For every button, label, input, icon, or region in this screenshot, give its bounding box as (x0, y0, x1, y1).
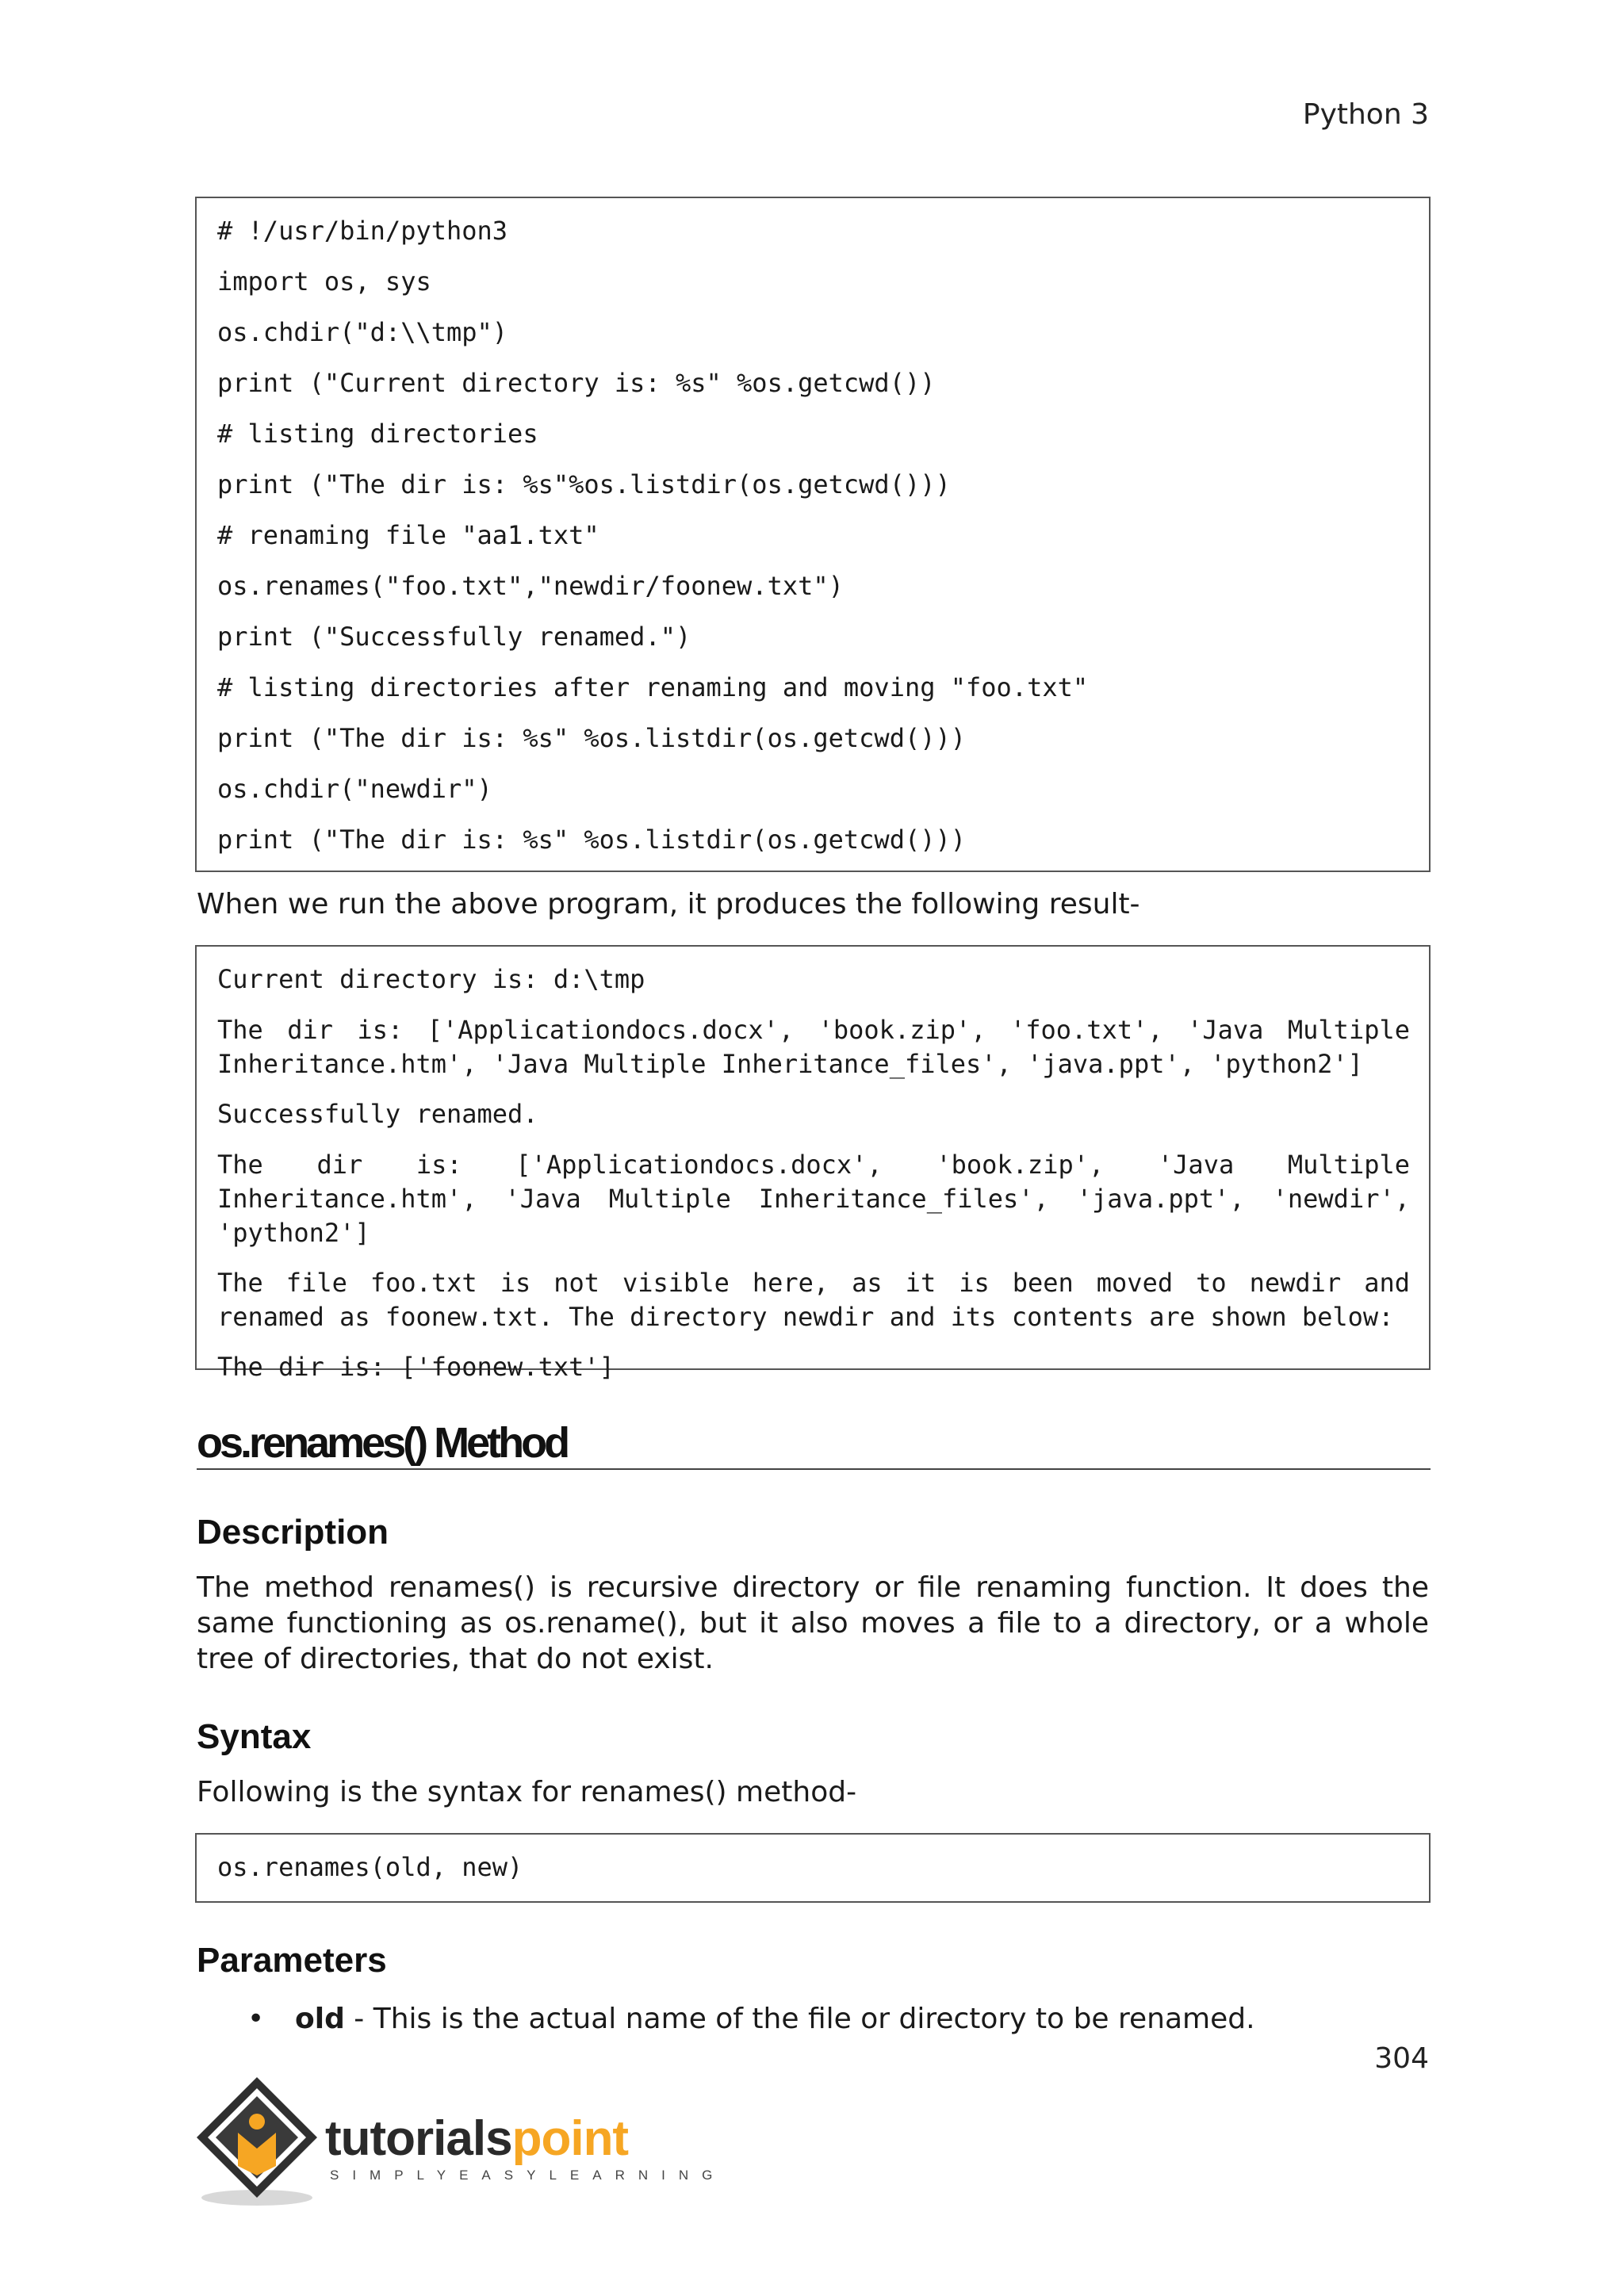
code-line: print ("Current directory is: %s" %os.getcwd()) (217, 368, 936, 398)
code-block-output (195, 945, 1431, 1382)
code-line: print ("Successfully renamed.") (217, 622, 691, 652)
bullet-icon: • (247, 2003, 265, 2035)
logo-diamond-icon (193, 2071, 328, 2214)
syntax-intro-text: Following is the syntax for renames() method- (197, 1776, 857, 1808)
code-line: print ("The dir is: %s" %os.listdir(os.getcwd())) (217, 723, 967, 753)
code-line: print ("The dir is: %s" %os.listdir(os.getcwd())) (217, 825, 967, 855)
section-title: os.renames() Method (197, 1419, 1431, 1470)
syntax-heading: Syntax (197, 1717, 312, 1756)
output-line: The file foo.txt is not visible here, as it is been moved to newdir and renamed as foonew.txt. The directory newdir and its contents are shown below: (217, 1268, 1410, 1332)
page-number: 304 (1374, 2042, 1429, 2075)
code-line: os.chdir("newdir") (217, 774, 492, 804)
syntax-code-line: os.renames(old, new) (217, 1852, 523, 1882)
logo-tagline: SIMPLYEASYLEARNING (330, 2168, 726, 2183)
parameter-description: - This is the actual name of the file or directory to be renamed. (344, 2003, 1255, 2035)
code-line: # listing directories (217, 419, 538, 449)
logo-wordmark: tutorialspoint (325, 2111, 629, 2166)
description-text: The method renames() is recursive directory or file renaming function. It does the same functioning as os.rename(), but it also moves a file to a directory, or a whole tree of directories, that do not exist. (197, 1571, 1429, 1675)
running-header: Python 3 (1302, 98, 1429, 131)
parameter-list-item (247, 2001, 1421, 2037)
code-line: # !/usr/bin/python3 (217, 216, 508, 246)
code-line: print ("The dir is: %s"%os.listdir(os.getcwd())) (217, 469, 951, 499)
description-heading: Description (197, 1513, 389, 1552)
output-line: The dir is: ['foonew.txt'] (217, 1352, 615, 1382)
code-block-source (195, 197, 1431, 872)
parameter-name: old (295, 2003, 345, 2035)
code-line: os.chdir("d:\\tmp") (217, 317, 508, 347)
code-line: # renaming file "aa1.txt" (217, 520, 599, 550)
output-line: The dir is: ['Applicationdocs.docx', 'book.zip', 'foo.txt', 'Java Multiple Inheritance.htm', 'Java Multiple Inheritance_files', 'java.ppt', 'python2'] (217, 1015, 1410, 1079)
output-line: Current directory is: d:\tmp (217, 964, 645, 994)
code-line: # listing directories after renaming and moving "foo.txt" (217, 672, 1089, 702)
code-block-syntax (195, 1833, 1431, 1903)
code-line: os.renames("foo.txt","newdir/foonew.txt") (217, 571, 844, 601)
output-intro-text: When we run the above program, it produces the following result- (197, 888, 1140, 920)
code-line: import os, sys (217, 266, 431, 297)
output-line: The dir is: ['Applicationdocs.docx', 'book.zip', 'Java Multiple Inheritance.htm', 'Java Multiple Inheritance_files', 'java.ppt', 'newdir', 'python2'] (217, 1150, 1410, 1248)
parameters-heading: Parameters (197, 1941, 387, 1980)
output-line: Successfully renamed. (217, 1099, 538, 1129)
tutorialspoint-logo (193, 2071, 726, 2214)
